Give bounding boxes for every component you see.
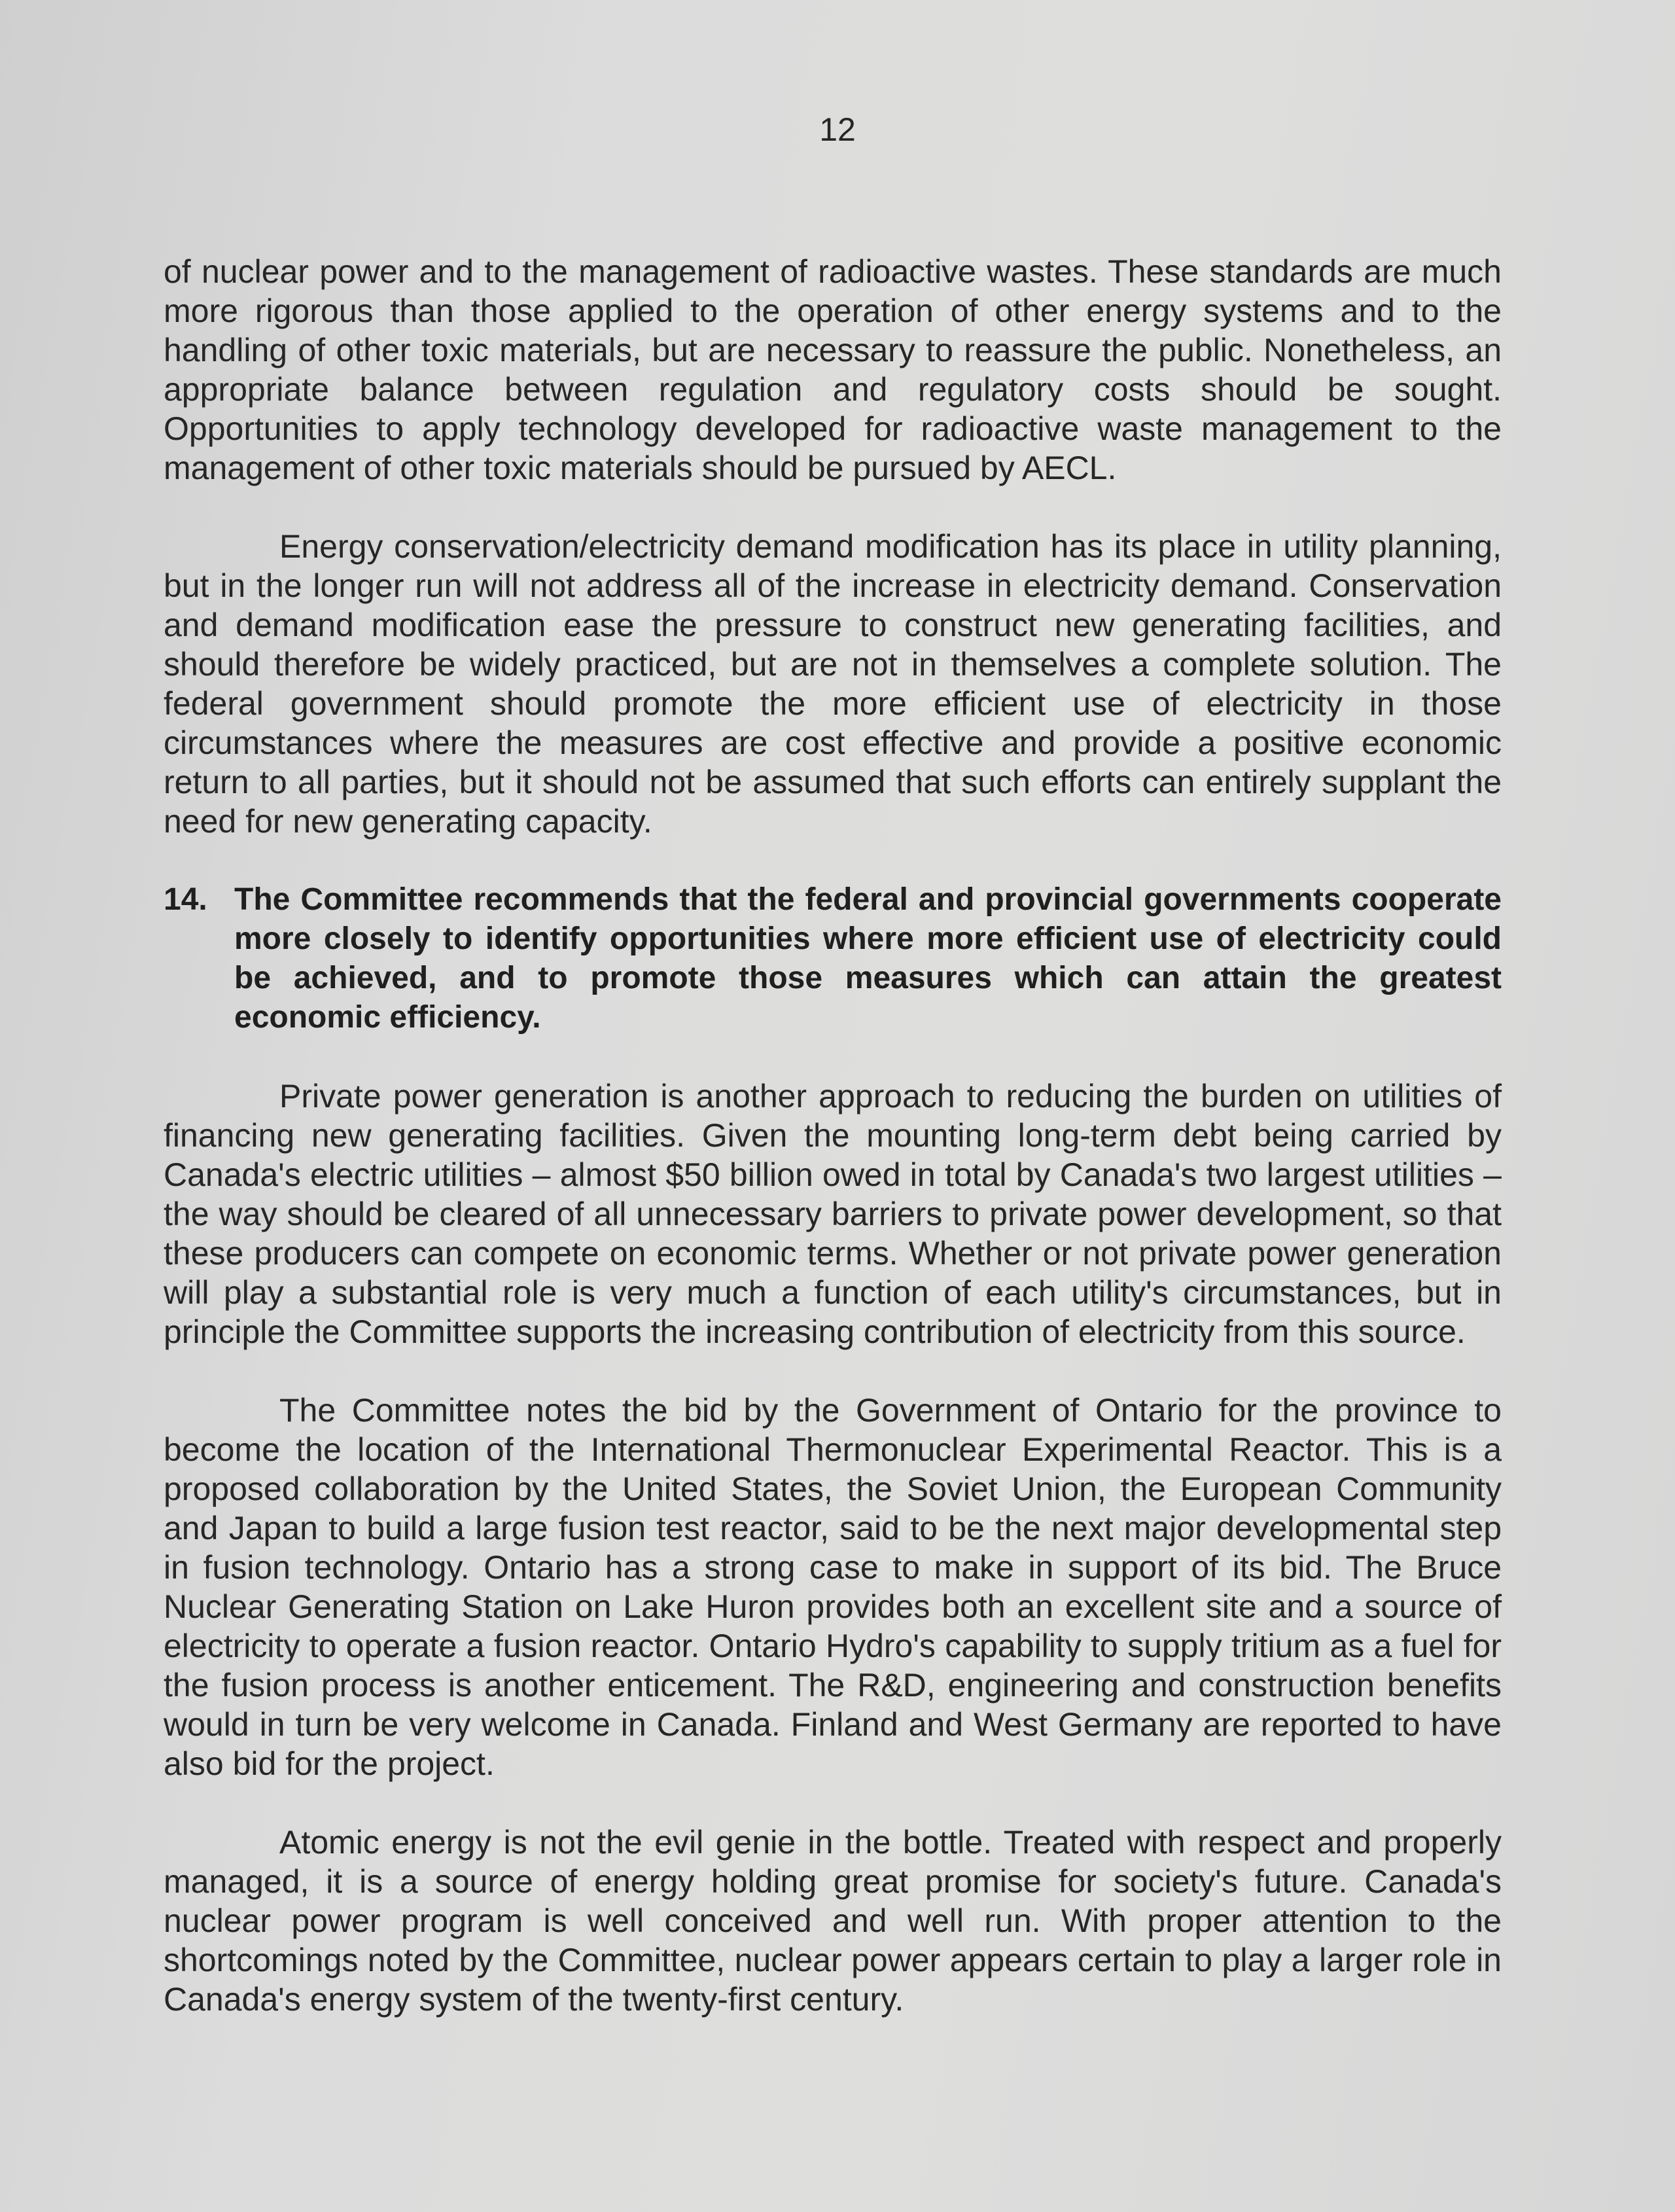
recommendation-number: 14.	[164, 882, 207, 917]
paragraph-ontario-bid: The Committee notes the bid by the Government of Ontario for the province to become the location of the International Thermonuclear Experimental Reactor. This is a proposed collaboration by the United States, the Soviet Union, the European Community and Japan to build a large fusion test reactor, said to be the next major developmental step in fusion technology. Ontario has a strong case to make in support of its bid. The Bruce Nuclear Generating Station on Lake Huron provides both an excellent site and a source of electricity to operate a fusion reactor. Ontario Hydro's capability to supply tritium as a fuel for the fusion process is another enticement. The R&D, engineering and construction benefits would in turn be very welcome in Canada. Finland and West Germany are reported to have also bid for the project.	[164, 1392, 1502, 1782]
recommendation-14	[164, 880, 1502, 1037]
paragraph-private-power: Private power generation is another approach to reducing the burden on utilities of financing new generating facilities. Given the mounting long-term debt being carried by Canada's electric utilities – almost $50 billion owed in total by Canada's two largest utilities – the way should be cleared of all unnecessary barriers to private power development, so that these producers can compete on economic terms. Whether or not private power generation will play a substantial role is very much a function of each utility's circumstances, but in principle the Committee supports the increasing contribution of electricity from this source.	[164, 1078, 1502, 1350]
page-body	[164, 252, 1502, 2058]
page-number: 12	[819, 111, 856, 148]
recommendation-text: The Committee recommends that the federal and provincial governments cooperate more closely to identify opportunities where more efficient use of electricity could be achieved, and to promote those measures which can attain the greatest economic efficiency.	[234, 882, 1502, 1035]
paragraph-continued: of nuclear power and to the management of radioactive wastes. These standards are much more rigorous than those applied to the operation of other energy systems and to the handling of other toxic materials, but are necessary to reassure the public. Nonetheless, an appropriate balance between regulation and regulatory costs should be sought. Opportunities to apply technology developed for radioactive waste management to the management of other toxic materials should be pursued by AECL.	[164, 253, 1502, 486]
paragraph-energy-conservation: Energy conservation/electricity demand modification has its place in utility planning, but in the longer run will not address all of the increase in electricity demand. Conservation and demand modification ease the pressure to construct new generating facilities, and should therefore be widely practiced, but are not in themselves a complete solution. The federal government should promote the more efficient use of electricity in those circumstances where the measures are cost effective and provide a positive economic return to all parties, but it should not be assumed that such efforts can entirely supplant the need for new generating capacity.	[164, 528, 1502, 840]
paragraph-conclusion: Atomic energy is not the evil genie in the bottle. Treated with respect and properly managed, it is a source of energy holding great promise for society's future. Canada's nuclear power program is well conceived and well run. With proper attention to the shortcomings noted by the Committee, nuclear power appears certain to play a larger role in Canada's energy system of the twenty-first century.	[164, 1824, 1502, 2018]
